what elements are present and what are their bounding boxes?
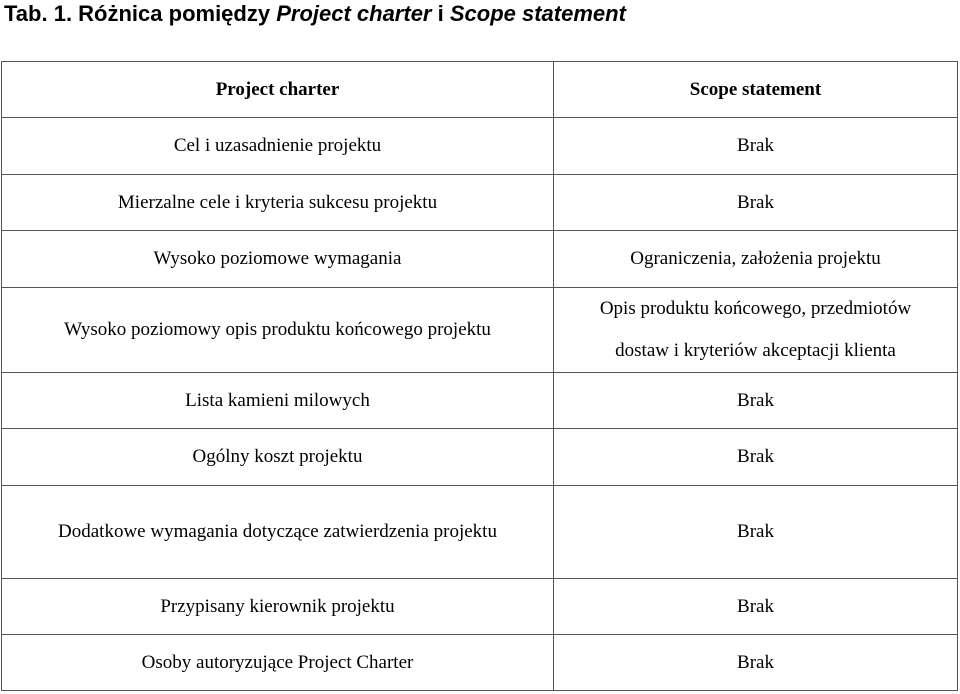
charter-cell: Osoby autoryzujące Project Charter (2, 635, 554, 691)
scope-cell: Brak (554, 486, 958, 579)
scope-cell: Ograniczenia, założenia projektu (554, 231, 958, 288)
scope-cell: Brak (554, 429, 958, 486)
table-caption (4, 0, 626, 28)
caption-term-scope-statement: Scope statement (449, 1, 626, 26)
scope-cell (554, 288, 958, 373)
table-header-row (2, 62, 958, 118)
charter-cell: Dodatkowe wymagania dotyczące zatwierdzenia projektu (2, 486, 554, 579)
charter-cell: Wysoko poziomowe wymagania (2, 231, 554, 288)
scope-cell: Brak (554, 175, 958, 231)
table-row (2, 288, 958, 373)
comparison-table (1, 61, 958, 691)
caption-middle: i (431, 1, 450, 26)
charter-cell: Mierzalne cele i kryteria sukcesu projektu (2, 175, 554, 231)
header-project-charter: Project charter (2, 62, 554, 118)
table-row (2, 579, 958, 635)
scope-cell-line: Opis produktu końcowego, przedmiotów (599, 298, 912, 319)
charter-cell: Przypisany kierownik projektu (2, 579, 554, 635)
scope-cell: Brak (554, 579, 958, 635)
charter-cell: Cel i uzasadnienie projektu (2, 118, 554, 175)
table-row (2, 635, 958, 691)
header-scope-statement: Scope statement (554, 62, 958, 118)
caption-prefix: Tab. 1. Różnica pomiędzy (4, 1, 277, 26)
scope-cell: Brak (554, 373, 958, 429)
charter-cell: Wysoko poziomowy opis produktu końcowego projektu (2, 288, 554, 373)
table-row (2, 486, 958, 579)
charter-cell: Ogólny koszt projektu (2, 429, 554, 486)
caption-term-project-charter: Project charter (276, 1, 432, 26)
table-row (2, 118, 958, 175)
charter-cell: Lista kamieni milowych (2, 373, 554, 429)
table-row (2, 175, 958, 231)
scope-cell: Brak (554, 118, 958, 175)
table-row (2, 373, 958, 429)
scope-cell: Brak (554, 635, 958, 691)
scope-cell-line: dostaw i kryteriów akceptacji klienta (615, 340, 896, 361)
table-row (2, 231, 958, 288)
table-row (2, 429, 958, 486)
